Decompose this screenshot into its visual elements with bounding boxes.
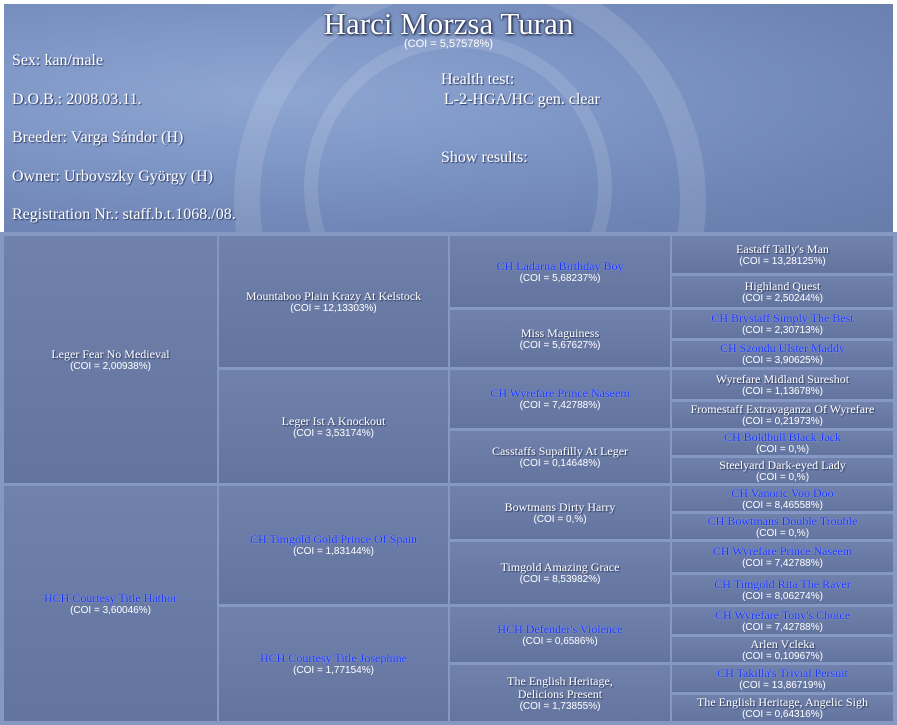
pedigree-cell-gen4 — [672, 695, 893, 721]
pedigree-cell-gen4[interactable] — [672, 341, 893, 367]
champion-name-link[interactable]: CH Takilla's Trivial Persuit — [717, 665, 848, 680]
pedigree-cell-gen2[interactable] — [219, 607, 448, 721]
dog-name: Highland Quest — [744, 278, 821, 293]
dog-name: Miss Maguiness — [520, 325, 600, 340]
coi-value: (COI = 0,%) — [755, 444, 810, 455]
dog-name: Wyrefare Midland Sureshot — [715, 371, 850, 386]
champion-name-link[interactable]: CH Wyrefare Prince Naseem — [712, 544, 853, 558]
coi-value: (COI = 5,67627%) — [519, 339, 601, 351]
pedigree-cell-gen4 — [672, 402, 893, 428]
coi-value: (COI = 3,53174%) — [293, 427, 374, 439]
coi-value: (COI = 0,%) — [533, 513, 587, 525]
coi-value: (COI = 0,14648%) — [519, 458, 601, 469]
pedigree-cell-gen3[interactable] — [450, 607, 670, 662]
coi-value: (COI = 1,83144%) — [293, 546, 374, 557]
dog-name: Fromestaff Extravaganza Of Wyrefare — [690, 402, 875, 416]
coi-value: (COI = 13,28125%) — [739, 255, 826, 267]
dog-name: The English Heritage, Delicions Present — [507, 673, 613, 701]
coi-value: (COI = 8,06274%) — [742, 590, 823, 602]
pedigree-cell-gen4[interactable] — [672, 665, 893, 692]
coi-value: (COI = 7,42788%) — [742, 621, 823, 633]
dog-name: Arlen Vcleka — [750, 637, 815, 651]
pedigree-cell-gen2 — [219, 370, 448, 483]
coi-value: (COI = 0,21973%) — [742, 416, 823, 427]
dog-name: The English Heritage, Angelic Sigh — [697, 695, 868, 709]
champion-name-link[interactable]: HCH Defender's Violence — [497, 621, 623, 636]
owner-field: Owner: Urbovszky György (H) — [12, 168, 213, 185]
coi-value: (COI = 13,86719%) — [739, 679, 826, 691]
coi-value: (COI = 0,64316%) — [742, 709, 823, 720]
pedigree-cell-gen4 — [672, 458, 893, 483]
dog-name: Mountaboo Plain Krazy At Kelstock — [245, 288, 422, 303]
pedigree-cell-gen3 — [450, 542, 670, 604]
dob-field: D.O.B.: 2008.03.11. — [12, 91, 142, 108]
pedigree-cell-gen4[interactable] — [672, 575, 893, 604]
pedigree-cell-gen4 — [672, 637, 893, 662]
pedigree-cell-gen4[interactable] — [672, 486, 893, 511]
champion-name-link[interactable]: CH Vanoric Voo Doo — [731, 486, 834, 500]
coi-value: (COI = 1,73855%) — [519, 700, 601, 712]
pedigree-cell-gen3 — [450, 310, 670, 367]
pedigree-cell-gen3[interactable] — [450, 236, 670, 307]
coi-value: (COI = 3,60046%) — [70, 604, 151, 616]
coi-value: (COI = 2,30713%) — [742, 325, 823, 336]
coi-value: (COI = 2,50244%) — [742, 292, 823, 304]
champion-name-link[interactable]: CH Wyrefare Prince Naseem — [490, 386, 630, 400]
pedigree-cell-gen4[interactable] — [672, 431, 893, 455]
health-test-value: L-2-HGA/HC gen. clear — [444, 91, 600, 108]
dog-name: Casstaffs Supafilly At Leger — [491, 444, 629, 458]
pedigree-cell-gen3[interactable] — [450, 370, 670, 428]
coi-value: (COI = 8,53982%) — [519, 574, 601, 585]
champion-name-link[interactable]: CH Timgold Gold Prince Of Spain — [249, 532, 417, 546]
coi-value: (COI = 12,13303%) — [290, 302, 377, 314]
pedigree-cell-gen2 — [219, 236, 448, 367]
champion-name-link[interactable]: CH Szondu Ulster Maddy — [720, 341, 845, 355]
dog-name: Leger Fear No Medieval — [51, 346, 170, 361]
coi-value: (COI = 0,6586%) — [522, 635, 598, 647]
champion-name-link[interactable]: CH Boldbull Black Jack — [724, 431, 841, 444]
pedigree-cell-gen4[interactable] — [672, 542, 893, 572]
champion-name-link[interactable]: CH Wyrefare Tony's Choice — [714, 607, 851, 622]
coi-value: (COI = 7,42788%) — [519, 400, 601, 411]
pedigree-cell-gen3 — [450, 486, 670, 539]
champion-name-link[interactable]: CH Timgold Rita The Raver — [714, 576, 851, 591]
pedigree-cell-gen2[interactable] — [219, 486, 448, 604]
registration-field: Registration Nr.: staff.b.t.1068./08. — [12, 206, 236, 223]
sex-field: Sex: kan/male — [12, 52, 104, 69]
dog-name: Eastaff Tally's Man — [736, 241, 829, 256]
health-test-label: Health test: — [441, 71, 515, 88]
breeder-field: Breeder: Varga Sándor (H) — [12, 129, 184, 146]
pedigree-cell-gen4 — [672, 370, 893, 399]
champion-name-link[interactable]: HCH Courtesy Title Hathor — [43, 590, 177, 605]
pedigree-cell-gen4[interactable] — [672, 607, 893, 634]
pedigree-cell-gen4 — [672, 276, 893, 307]
coi-value: (COI = 1,13678%) — [742, 385, 823, 397]
coi-value: (COI = 0,%) — [755, 471, 810, 483]
coi-value: (COI = 5,68237%) — [519, 272, 601, 284]
dog-header — [4, 4, 893, 232]
champion-name-link[interactable]: CH Brystaff Simply The Best — [711, 311, 854, 325]
champion-name-link[interactable]: CH Ladarna Birthday Boy — [496, 258, 624, 273]
show-results-label: Show results: — [441, 149, 528, 166]
pedigree-cell-gen1 — [4, 236, 217, 483]
pedigree-cell-gen4[interactable] — [672, 310, 893, 338]
champion-name-link[interactable]: HCH Courtesy Title Josephine — [259, 651, 407, 665]
champion-name-link[interactable]: CH Bowtmans Double Trouble — [707, 514, 858, 528]
pedigree-cell-gen4 — [672, 236, 893, 273]
dog-name: Bowtmans Dirty Harry — [504, 499, 616, 514]
coi-value: (COI = 0,10967%) — [742, 650, 823, 662]
dog-name: Steelyard Dark-eyed Lady — [719, 458, 846, 472]
pedigree-cell-gen3 — [450, 665, 670, 721]
pedigree-cell-gen1[interactable] — [4, 486, 217, 721]
dog-name: Timgold Amazing Grace — [500, 560, 620, 574]
dog-coi: (COI = 5,57578%) — [404, 38, 493, 50]
coi-value: (COI = 3,90625%) — [742, 355, 823, 366]
pedigree-cell-gen3 — [450, 431, 670, 483]
coi-value: (COI = 0,%) — [755, 527, 810, 539]
coi-value: (COI = 8,46558%) — [742, 499, 823, 511]
coi-value: (COI = 7,42788%) — [742, 558, 823, 569]
pedigree-cell-gen4[interactable] — [672, 514, 893, 539]
dog-name-title: Harci Morzsa Turan — [323, 6, 574, 41]
coi-value: (COI = 1,77154%) — [293, 665, 374, 676]
dog-name: Leger Ist A Knockout — [281, 413, 386, 428]
coi-value: (COI = 2,00938%) — [70, 360, 151, 372]
